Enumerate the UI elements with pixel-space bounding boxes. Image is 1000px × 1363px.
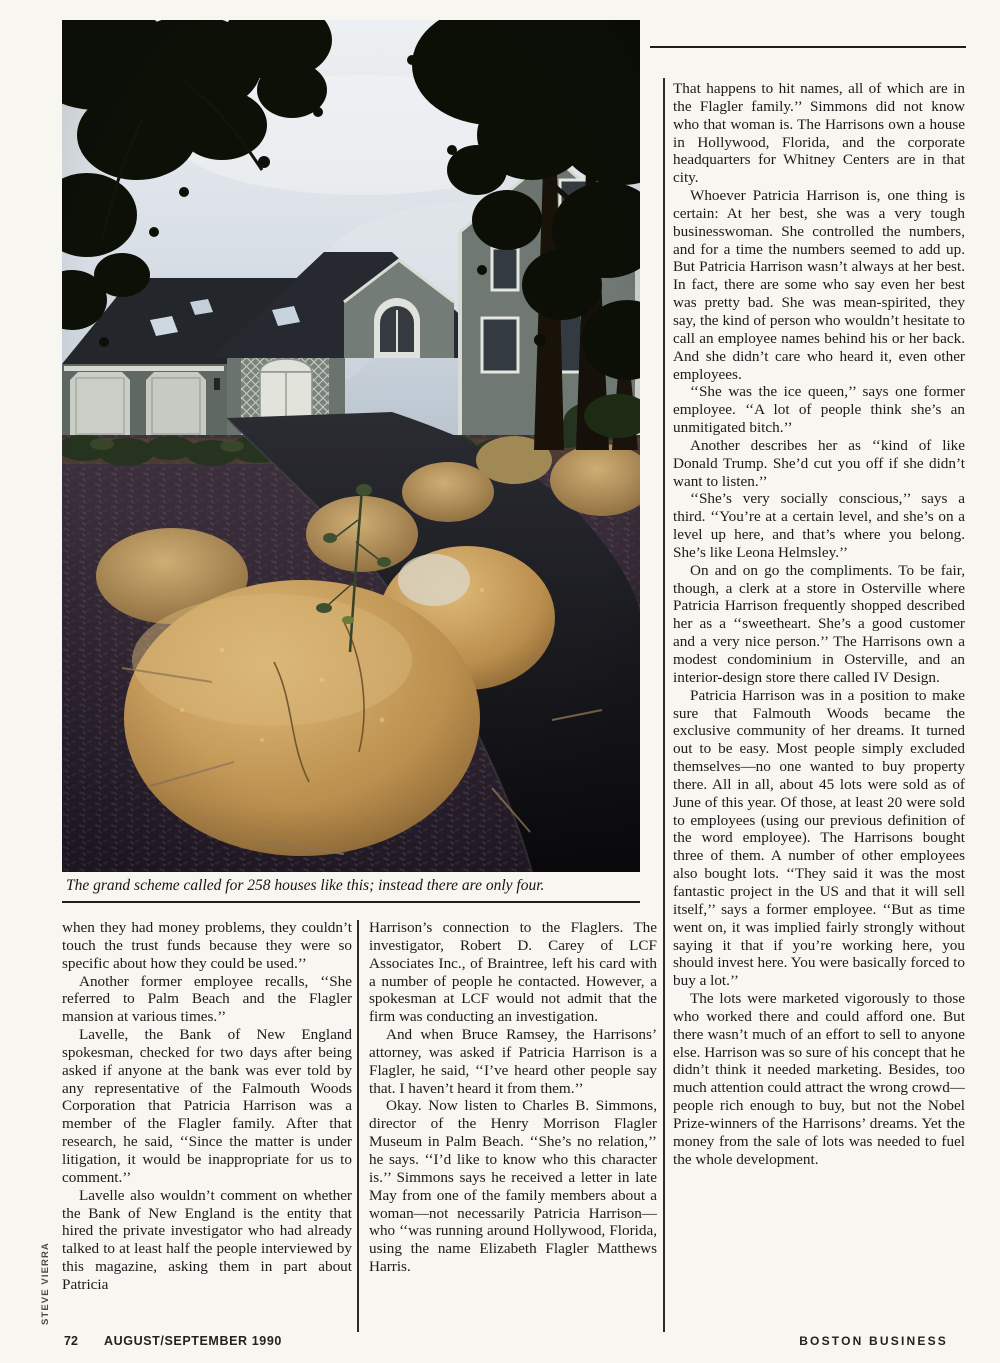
body-paragraph: And when Bruce Ramsey, the Harrisons’ attorney, was asked if Patricia Harrison is a Flagler, he said, ‘‘I’ve heard other people say that. I haven’t heard it from them.’’ (369, 1026, 657, 1097)
column-rule-right (663, 78, 665, 1332)
body-paragraph: Lavelle also wouldn’t comment on whether the Bank of New England is the entity that hired the private investigator who had already talked to at least half the people interviewed by this magazine, asking them in part about Patricia (62, 1186, 352, 1293)
body-paragraph: The lots were marketed vigorously to those who worked there and could afford one. But there wasn’t much of an effort to sell to anyone else. Harrison was so sure of his concept that he didn’t think it needed marketing. Besides, too much attention could attract the wrong crowd—people rich enough to buy, but not the Nobel Prize-winners of the Harrisons’ dreams. Yet the money from the sale of lots was needed to fuel the whole development. (673, 990, 965, 1168)
body-paragraph: On and on go the compliments. To be fair, though, a clerk at a store in Osterville where Patricia Harrison frequently shopped described her as a ‘‘sweetheart. She’s a good customer and a very nice person.’’ The Harrisons own a modest condominium in Osterville, and an interior-design store there called IV Design. (673, 561, 965, 686)
body-paragraph: Harrison’s connection to the Flaglers. The investigator, Robert D. Carey of LCF Associates Inc., of Braintree, left his card with a number of people he contacted. However, a spokesman at LCF would not admit that the firm was conducting an investigation. (369, 919, 657, 1026)
body-paragraph: Patricia Harrison was in a position to make sure that Falmouth Woods became the exclusive community of her dreams. It turned out to be easy. Most people simply excluded themselves—no one wanted to buy property there. All in all, about 45 lots were sold as of June of this year. Of those, at least 20 were sold to employees (using our previous definition of the word employee). The Harrisons bought three of them. A number of other employees also bought lots. ‘‘They said it was the most fantastic project in the US and that it will sell itself,’’ says a former employee. ‘‘But as time went on, it was implied fairly strongly without saying it that if you’re working here, you should invest here. You were basically forced to buy a lot.’’ (673, 686, 965, 990)
body-paragraph: ‘‘She’s very socially conscious,’’ says a third. ‘‘You’re at a certain level, and she’s on a level up here, and that’s where you belong. She’s like Leona Helmsley.’’ (673, 490, 965, 561)
body-paragraph: Lavelle, the Bank of New England spokesman, checked for two days after being asked if anyone at the bank was ever told by any representative of the Falmouth Woods Corporation that Patricia Harrison was a member of the Flagler family. After that research, he said, ‘‘Since the matter is under litigation, it would be inappropriate for us to comment.’’ (62, 1026, 352, 1186)
article-photo (62, 20, 640, 872)
body-paragraph: Okay. Now listen to Charles B. Simmons, director of the Henry Morrison Flagler Museum in Palm Beach. ‘‘She’s no relation,’’ he says. ‘‘I’d like to know who this character is.’’ Simmons says he received a letter in late May from one of the family members about a woman—not necessarily Patricia Harrison—who ‘‘was running around Hollywood, Florida, using the name Elizabeth Flagler Matthews Harris. (369, 1097, 657, 1276)
photo-credit: STEVE VIERRA (40, 1242, 51, 1325)
body-column-right (673, 80, 965, 1333)
page-number: 72 (64, 1334, 78, 1348)
magazine-end-slug: BOSTON BUSINESS (799, 1334, 948, 1348)
body-paragraph: That happens to hit names, all of which are in the Flagler family.’’ Simmons did not know who that woman is. The Harrisons own a house in Hollywood, Florida, and the corporate headquarters for Whitney Centers are in that city. (673, 80, 965, 187)
body-paragraph: Another former employee recalls, ‘‘She referred to Palm Beach and the Flagler mansion at various times.’’ (62, 972, 352, 1026)
column-rule-left (357, 920, 359, 1332)
photo-caption: The grand scheme called for 258 houses like this; instead there are only four. (66, 877, 545, 894)
caption-rule (62, 901, 640, 903)
issue-date: AUGUST/SEPTEMBER 1990 (104, 1334, 282, 1348)
body-column-middle (369, 919, 657, 1333)
body-paragraph: ‘‘She was the ice queen,’’ says one former employee. ‘‘A lot of people think she’s an unmitigated bitch.’’ (673, 383, 965, 437)
body-paragraph: when they had money problems, they couldn’t touch the trust funds because they were so specific about how they could be used.’’ (62, 919, 352, 972)
body-column-left (62, 919, 352, 1333)
body-paragraph: Another describes her as ‘‘kind of like Donald Trump. She’d cut you off if she didn’t want to listen.’’ (673, 436, 965, 490)
body-paragraph: Whoever Patricia Harrison is, one thing is certain: At her best, she was a very tough businesswoman. She controlled the numbers, and for a time the numbers seemed to add up. But Patricia Harrison wasn’t always at her best. In fact, there are some who say even her best was pretty bad. She was mean-spirited, they say, the kind of person who wouldn’t hesitate to call an employee names behind his or her back. And she didn’t care who heard it, even other employees. (673, 187, 965, 383)
top-right-rule (650, 46, 966, 48)
